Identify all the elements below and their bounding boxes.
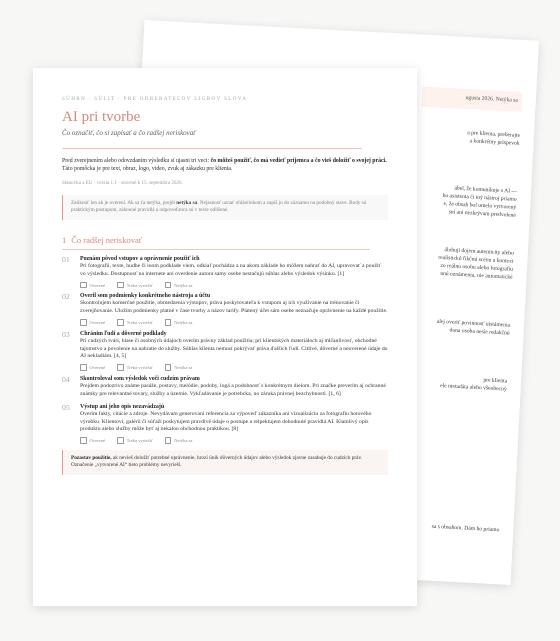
item-description: Overím fakty, citácie a zdroje. Nevydávam generovaní referencia za výpoveď zákazníka ani vizualizáciu za fotografiu hotového výrobku. Klientovi, galérii či súťaži poskytujem pravdivé údaje o postupe a relpektujem dohodnuté pravidlá AI. Klamlivý opis produktu alebo služby môže byť aj nekalou obchodnou praktikou. [8] [80,410,372,433]
checkbox-label: Treba vyriešiť [126,319,153,325]
checkbox-label: Netýka sa [174,282,193,288]
item-body [80,255,388,288]
warning-text: ak nevieš doložiť potrebné oprávnenie, hrozí únik dôverných údajov alebo výsledok zjavne zasahuje do cudzích práv. Označenie „vytvorené AI“ tieto problémy nevyrieší. [71,454,363,469]
checkbox-needs-resolving[interactable] [117,437,153,444]
front-page [33,68,417,606]
back-page-line: zo reálnu osobu alebo fotografiu [440,262,514,273]
item-number: 05 [62,402,70,412]
item-description: Skontrolujem komerčné použitie, obmedzenia výstupov, práva poskytovateľa k vstupom aj ich využívanie na trénovanie či zverejňovanie. Uložím podmienky platné v čase tvorby a názov tarify. Platený účet sám osebe neznačuje oprávnenie na každé použitie. [80,300,388,315]
back-page-footer: sa s obsahom. Dám ho priamo [431,523,500,534]
checkbox-square-icon[interactable] [117,364,124,371]
checkbox-square-icon[interactable] [80,319,87,326]
back-page-line: álohují dojem autenticity alebo [444,247,514,257]
intro-paragraph [62,157,388,174]
item-description: Prejdem podozrivo známe pasáže, postavy, melódie, podoby, logá a podobnosť s konkrétnym dielom. Pri značke preverím aj ochranné známky pre relevantné tovary, služby a územie. Vykľadávanie je potrebcka, no záruka právnej bezchybnosti. [1, 6] [80,382,386,397]
warning-emphasis: Pozastav použitie, [71,454,112,461]
checkbox-label: Netýka sa [174,365,193,371]
document-meta: Stanovka a EU · verzia 1.1 · stavené k 15. septembra 2026. [62,179,183,186]
instructions-note [62,195,388,220]
item-checkboxes [80,437,388,444]
item-checkboxes [80,364,388,371]
note-emphasis: netýka sa [176,199,198,206]
title-divider [62,148,362,149]
item-checkboxes [80,282,388,289]
checklist-item [62,330,388,371]
checkbox-not-applicable[interactable] [165,319,193,326]
document-body [62,96,388,475]
checklist-item [62,255,388,288]
checkbox-square-icon[interactable] [80,437,87,444]
section-heading [62,235,388,250]
checkbox-label: Overené [89,438,106,444]
checkbox-label: Netýka sa [174,438,193,444]
checkbox-label: Overené [89,319,106,325]
checkbox-square-icon[interactable] [165,282,172,289]
checkbox-square-icon[interactable] [165,319,172,326]
checkbox-label: Overené [89,282,106,288]
item-number: 01 [62,255,70,264]
intro-text-end: Táto pomôcka je pre text, obraz, logo, video, zvuk aj zákazku pre klienta. [62,166,233,173]
back-page-line: a pre klienta, preberajte [467,130,521,139]
checkbox-square-icon[interactable] [165,437,172,444]
checkbox-label: Netýka sa [174,319,193,325]
item-body [80,375,388,399]
back-page-line: dona osoba nesie redakčnú [449,327,510,337]
item-description: Pri cudzých tvári, hlase či osobných údajoch overím právny základ použitia; pri klientských materiáloch aj mlčanlivosť, obchodné tajomstvo a povolenie na nahratie do služby. Súhlas klienta nemusí pokrývať práva ďalších ľudí. Citlivé, dôverné a neoverené údaje do AI nekladiám. [4, 5] [80,337,388,360]
checkbox-not-applicable[interactable] [165,437,193,444]
back-page-line: nnú oznámenia, nie automatické [440,270,513,281]
checkbox-verified[interactable] [80,282,105,289]
back-page-line: a konkrétny príspevok [469,138,520,147]
checklist [62,255,388,444]
checklist-item [62,403,388,444]
item-description: Pri fotografii, texte, hudbe či inom podklade viem, odkiaľ pochádza a na akom základe ho môžem nahrať do AI, upravovať a použiť vo výsledku. Dostupnosť na internete ani overdenie autora samy osebe nestačujú súhlas alebo výsledok výsinku. [1] [80,263,381,277]
item-number: 04 [62,374,70,384]
checkbox-verified[interactable] [80,364,105,371]
back-page-line: pre klienta [483,377,508,385]
checkbox-square-icon[interactable] [80,282,87,289]
checkbox-not-applicable[interactable] [165,282,193,289]
checkbox-square-icon[interactable] [80,364,87,371]
checkbox-square-icon[interactable] [117,319,124,326]
item-body [80,292,388,325]
back-page-line: realistickú fikčnú scénu a kontext [438,254,514,265]
item-heading: Výstup ani jeho opis nezavádzajú [80,403,165,410]
breadcrumb: SÚHRN · SÚLIT · PRE ODBERATEĽOV LIGROV SLOVA [62,96,248,102]
checkbox-label: Treba vyriešiť [126,438,153,444]
item-heading: Chránim ľudí a dôverné podklady [80,330,167,337]
intro-emphasis: čo môžeš použiť, čo má vedieť príjemca a čo vieš doložiť o svojej práci. [210,158,387,164]
page-title: AI pri tvorbe [62,109,141,125]
checkbox-label: Overené [89,365,106,371]
item-number: 02 [62,292,70,302]
item-body [80,403,388,444]
checkbox-square-icon[interactable] [117,282,124,289]
item-heading: Skontroloval som výsledok voči cudzím právam [80,375,200,382]
intro-text: Pred zverejnením alebo odovzdaním výsledku si ujasni tri veci: [62,158,211,164]
checkbox-needs-resolving[interactable] [117,364,153,371]
back-page-line: ho asistenta či iný nástroj priamo [442,192,517,203]
checkbox-verified[interactable] [80,319,105,326]
back-page-line: sní ani nezkrývam predvolené [448,209,516,219]
note-text-end: . Nejasnosť uznať ohlánímkom a zapíš ju do záznamu na podobný stave. Body sú praktickým postupom, zákonné pravidlá a odpoveďanca sú v texte odlišené. [71,199,367,214]
section-number: 1 [62,235,67,245]
checkbox-label: Treba vyriešiť [126,365,153,371]
checkbox-needs-resolving[interactable] [117,319,153,326]
section-title: Čo radšej neriskovať [71,235,143,245]
item-heading: Overil som podmienky konkrétneho nástroja a účtu [80,293,211,300]
checklist-item [62,375,388,399]
back-page-line: e, že obsah bol umelo vytvorený [443,200,517,211]
item-number: 03 [62,329,70,339]
item-body [80,330,388,371]
checkbox-square-icon[interactable] [165,364,172,371]
checklist-item [62,292,388,325]
checkbox-square-icon[interactable] [117,437,124,444]
item-heading: Poznám pôvod vstupov a oprávnenie použiť ich [80,256,200,262]
checkbox-needs-resolving[interactable] [117,282,153,289]
back-page-line: ele metadáta alebo všeobecný [439,383,507,393]
warning-note [62,450,388,475]
note-text: Zatiknúť len ak je overení. Ak sa ťa netýka, prejdi [71,199,177,206]
item-checkboxes [80,319,388,326]
back-page-line: alej overiť povinnosť uistámenia [436,318,511,329]
checkbox-label: Treba vyriešiť [126,282,153,288]
back-page-line: ábel, že komunikuje s AI — [454,185,518,195]
checkbox-not-applicable[interactable] [165,364,193,371]
page-subtitle: Čo označiť, čo si zapísať a čo radšej neriskovať [62,129,196,137]
section-divider [62,249,370,250]
back-page-meta: ugusta 2026. Netýka sa [465,94,518,104]
checkbox-verified[interactable] [80,437,105,444]
